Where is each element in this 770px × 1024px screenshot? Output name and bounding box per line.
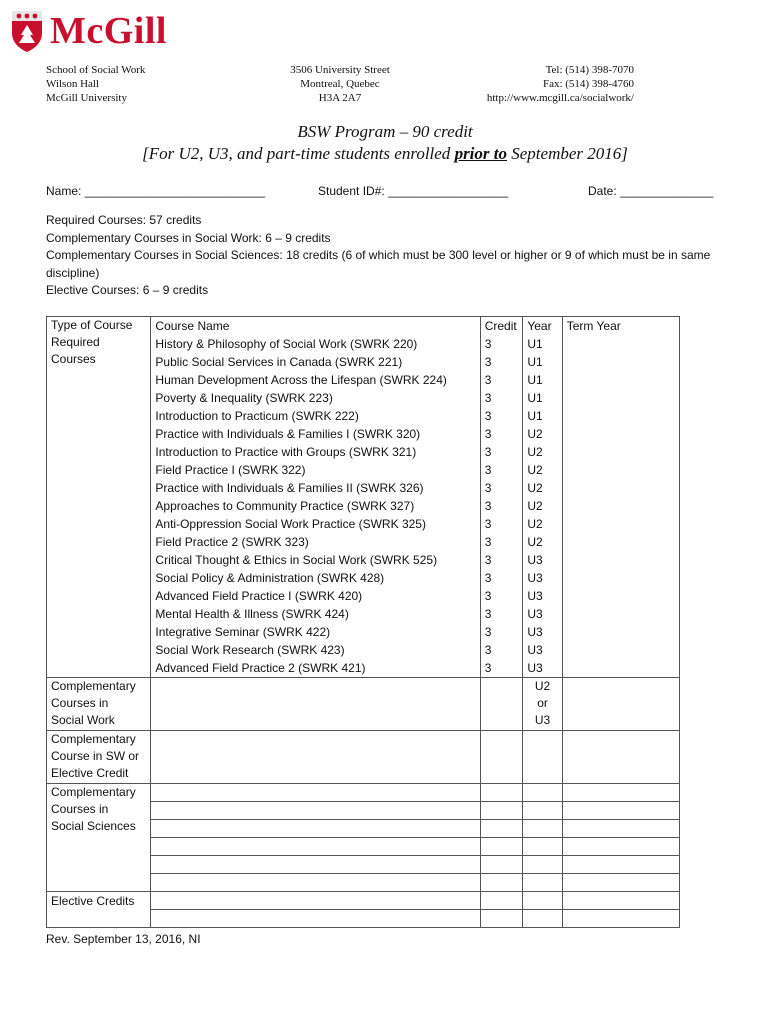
address-street [260,63,420,105]
label-line: Complementary [51,679,136,693]
course-credit: 3 [484,373,492,387]
course-year: U2 [527,517,543,531]
website-link[interactable]: http://www.mcgill.ca/socialwork/ [486,92,634,104]
credit-cell[interactable] [480,838,523,856]
course-table [46,316,680,928]
credit-requirements [46,212,736,300]
course-cell[interactable] [151,910,480,928]
comp-sw-or-elective-term-cell[interactable] [562,731,679,784]
mcgill-shield-icon [10,9,44,53]
date-field[interactable]: Date: ______________ [588,184,714,198]
phone: Tel: (514) 398-7070 [545,64,634,76]
type-column [47,317,151,678]
course-name: Introduction to Practice with Groups (SWRK 321) [155,445,417,459]
course-name: Introduction to Practicum (SWRK 222) [155,409,359,423]
credit-column [480,317,523,678]
course-name: Practice with Individuals & Families II (SWRK 326) [155,481,424,495]
required-label: Required [51,335,100,349]
year-cell[interactable] [523,820,562,838]
comp-sw-or-elective-section [47,731,680,784]
term-cell[interactable] [562,784,679,802]
course-name: Social Work Research (SWRK 423) [155,643,345,657]
course-name: Public Social Services in Canada (SWRK 221) [155,355,403,369]
header-term-year: Term Year [566,319,621,333]
comp-sw-or-elective-label [47,731,151,784]
comp-ss-label [47,784,151,892]
year-cell[interactable] [523,802,562,820]
course-year: U3 [527,643,543,657]
credit-cell[interactable] [480,784,523,802]
course-year: U3 [527,553,543,567]
course-cell[interactable] [151,802,480,820]
course-credit: 3 [484,499,492,513]
course-credit: 3 [484,481,492,495]
student-id-field[interactable]: Student ID#: __________________ [318,184,509,198]
year-cell[interactable] [523,874,562,892]
year-column [523,317,562,678]
course-year: U3 [527,661,543,675]
course-year: U1 [527,337,543,351]
course-name: Advanced Field Practice 2 (SWRK 421) [155,661,366,675]
address-line: School of Social Work [46,64,146,76]
course-name: Poverty & Inequality (SWRK 223) [155,391,333,405]
revision-note: Rev. September 13, 2016, NI [46,932,201,946]
course-credit: 3 [484,355,492,369]
course-credit: 3 [484,661,492,675]
course-name: Practice with Individuals & Families I (SWRK 320) [155,427,421,441]
course-name-column [151,317,480,678]
address-school [46,63,145,105]
course-credit: 3 [484,553,492,567]
fax: Fax: (514) 398-4760 [542,78,634,90]
course-year: U2 [527,445,543,459]
course-credit: 3 [484,607,492,621]
label-line: Course in SW or [51,749,140,763]
course-credit: 3 [484,427,492,441]
comp-sw-section [47,678,680,731]
year-cell[interactable] [523,910,562,928]
course-credit: 3 [484,391,492,405]
mcgill-wordmark: McGill [50,10,167,52]
course-name: Field Practice 2 (SWRK 323) [155,535,309,549]
year-cell[interactable] [523,892,562,910]
comp-sw-credits: Complementary Courses in Social Work: 6 – 9 credits [46,230,331,245]
course-cell[interactable] [151,784,480,802]
comp-sw-credit-cell[interactable] [480,678,523,731]
required-label: Courses [51,352,96,366]
course-credit: 3 [484,337,492,351]
year-line: or [537,696,548,710]
course-name: Field Practice I (SWRK 322) [155,463,306,477]
credit-cell[interactable] [480,892,523,910]
course-credit: 3 [484,535,492,549]
mcgill-logo [10,8,167,54]
comp-ss-row [47,784,680,802]
course-year: U3 [527,607,543,621]
term-cell[interactable] [562,802,679,820]
program-title: BSW Program – 90 credit [297,122,473,141]
course-name: Social Policy & Administration (SWRK 428) [155,571,385,585]
credit-cell[interactable] [480,802,523,820]
course-cell[interactable] [151,838,480,856]
address-line: Montreal, Quebec [300,78,380,90]
label-line: Complementary [51,732,136,746]
term-cell[interactable] [562,874,679,892]
year-cell[interactable] [523,856,562,874]
course-credit: 3 [484,463,492,477]
credit-cell[interactable] [480,856,523,874]
term-cell[interactable] [562,892,679,910]
elective-label: Elective Credits [47,892,151,928]
term-cell[interactable] [562,856,679,874]
course-credit: 3 [484,517,492,531]
header-type: Type of Course [51,318,133,332]
course-name: History & Philosophy of Social Work (SWRK 220) [155,337,418,351]
course-year: U2 [527,499,543,513]
comp-sw-or-elective-year-cell[interactable] [523,731,562,784]
term-cell[interactable] [562,820,679,838]
course-name: Critical Thought & Ethics in Social Work (SWRK 525) [155,553,438,567]
label-line: Social Sciences [51,819,136,833]
header-credit: Credit [484,319,517,333]
comp-sw-or-elective-course-cell[interactable] [151,731,480,784]
credit-cell[interactable] [480,820,523,838]
header-year: Year [527,319,552,333]
term-cell[interactable] [562,838,679,856]
course-credit: 3 [484,643,492,657]
required-credits: Required Courses: 57 credits [46,213,202,227]
course-year: U2 [527,481,543,495]
course-year: U1 [527,355,543,369]
address-line: 3506 University Street [290,64,390,76]
course-year: U3 [527,571,543,585]
address-contact [487,63,634,105]
comp-sw-label [47,678,151,731]
course-credit: 3 [484,571,492,585]
year-cell[interactable] [523,838,562,856]
course-credit: 3 [484,445,492,459]
course-year: U1 [527,373,543,387]
label-line: Courses in [51,802,109,816]
label-line: Courses in [51,696,109,710]
comp-sw-year [523,678,562,731]
course-year: U1 [527,409,543,423]
course-cell[interactable] [151,856,480,874]
credit-cell[interactable] [480,910,523,928]
comp-sw-course-cell[interactable] [151,678,480,731]
credit-cell[interactable] [480,874,523,892]
name-field[interactable]: Name: ___________________________ [46,184,265,198]
term-cell[interactable] [562,910,679,928]
label-line: Elective Credit [51,766,129,780]
course-credit: 3 [484,409,492,423]
course-name: Mental Health & Illness (SWRK 424) [155,607,349,621]
course-year: U3 [527,589,543,603]
required-section [47,317,680,678]
course-cell[interactable] [151,820,480,838]
course-name: Anti-Oppression Social Work Practice (SWRK 325) [155,517,426,531]
label-line: Complementary [51,785,136,799]
address-line: H3A 2A7 [318,92,362,104]
address-line: Wilson Hall [46,78,100,90]
course-year: U2 [527,463,543,477]
course-year: U1 [527,391,543,405]
course-cell[interactable] [151,892,480,910]
year-cell[interactable] [523,784,562,802]
course-name: Integrative Seminar (SWRK 422) [155,625,331,639]
program-subtitle: [For U2, U3, and part-time students enrolled prior to September 2016] [142,144,628,163]
course-year: U2 [527,427,543,441]
header-course-name: Course Name [155,319,230,333]
course-year: U2 [527,535,543,549]
address-line: McGill University [46,92,127,104]
course-year: U3 [527,625,543,639]
year-line: U3 [534,713,551,727]
comp-sw-term-cell[interactable] [562,678,679,731]
course-name: Advanced Field Practice I (SWRK 420) [155,589,363,603]
term-column[interactable] [562,317,679,678]
course-name: Human Development Across the Lifespan (SWRK 224) [155,373,447,387]
course-name: Approaches to Community Practice (SWRK 327) [155,499,415,513]
course-cell[interactable] [151,874,480,892]
comp-ss-credits: Complementary Courses in Social Sciences: 18 credits (6 of which must be 300 level or higher or 9 of which must be in same discipline) [46,248,711,280]
label-line: Social Work [51,713,115,727]
elective-credits: Elective Courses: 6 – 9 credits [46,283,209,297]
course-credit: 3 [484,625,492,639]
elective-row [47,892,680,910]
course-credit: 3 [484,589,492,603]
year-line: U2 [534,679,551,693]
comp-sw-or-elective-credit-cell[interactable] [480,731,523,784]
